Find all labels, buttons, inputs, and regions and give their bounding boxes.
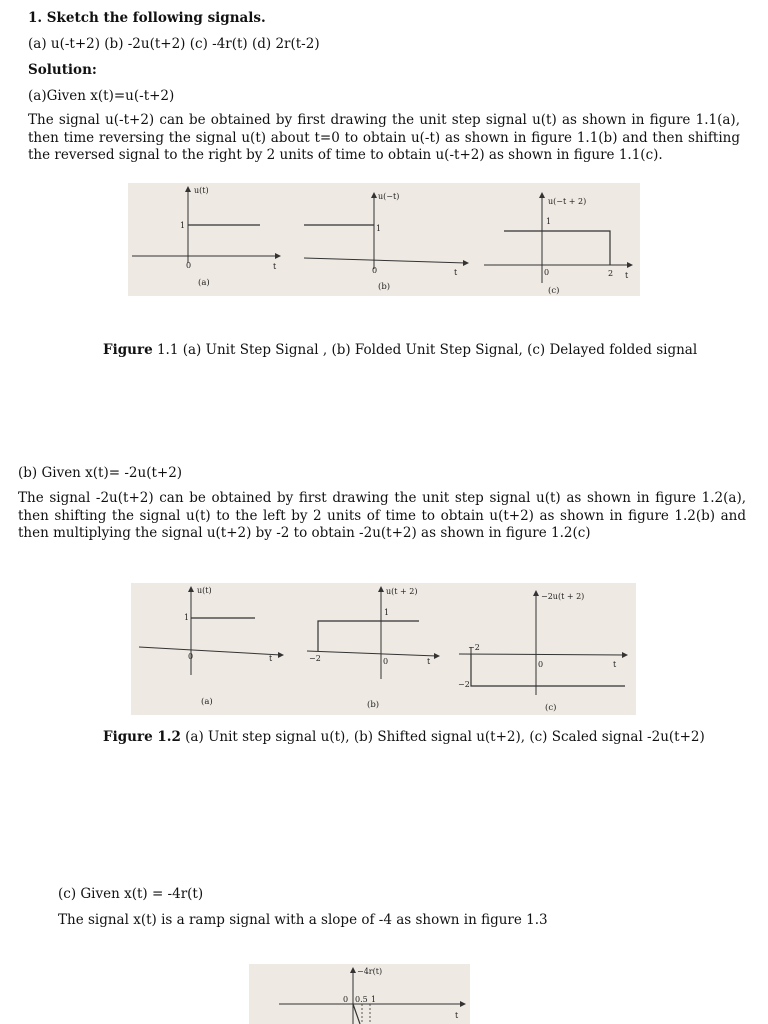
fig11a-sub-label: (a): [198, 278, 210, 288]
part-c-text: The signal x(t) is a ramp signal with a slope of -4 as shown in figure 1.3: [58, 912, 548, 928]
fig12a-one-label: 1: [184, 613, 190, 622]
fig12-panel-b: [307, 586, 440, 710]
fig11b-zero-label: 0: [372, 266, 378, 275]
fig12a-sub-label: (a): [201, 697, 213, 707]
fig11b-func-label: u(−t): [378, 192, 400, 201]
fig11b-t-label: t: [454, 268, 458, 277]
fig13-one-label: 1: [371, 995, 377, 1004]
fig11b-sub-label: (b): [378, 282, 391, 292]
figure-1-2-caption-text: (a) Unit step signal u(t), (b) Shifted signal u(t+2), (c) Scaled signal -2u(t+2): [180, 729, 705, 745]
figure-1-2-caption-bold: Figure 1.2: [103, 729, 181, 745]
part-a-given: (a)Given x(t)=u(-t+2): [28, 88, 175, 104]
problem-title: 1. Sketch the following signals.: [28, 10, 266, 26]
fig12a-zero-label: 0: [188, 652, 194, 661]
figure-1-1-caption: [103, 342, 697, 359]
fig12c-func-label: −2u(t + 2): [541, 592, 585, 601]
fig12-panel-a: [139, 586, 284, 707]
fig12b-one-label: 1: [384, 608, 390, 617]
fig12b-neg2-label: −2: [309, 654, 321, 663]
fig12b-sub-label: (b): [367, 700, 380, 710]
fig12a-t-label: t: [269, 654, 273, 663]
fig11a-t-label: t: [273, 262, 277, 271]
problem-parts: (a) u(-t+2) (b) -2u(t+2) (c) -4r(t) (d) 2r(t-2): [28, 36, 320, 52]
figure-1-1-caption-text: 1.1 (a) Unit Step Signal , (b) Folded Unit Step Signal, (c) Delayed folded signal: [152, 342, 698, 358]
fig12c-sub-label: (c): [545, 703, 557, 713]
fig12c-t-label: t: [613, 660, 617, 669]
fig11c-one-label: 1: [546, 217, 552, 226]
fig11b-one-label: 1: [376, 224, 382, 233]
part-b-text: The signal -2u(t+2) can be obtained by first drawing the unit step signal u(t) as shown in figure 1.2(a), then shifting the signal u(t) to the left by 2 units of time to obtain u(t+2) as shown in figure 1.2(b) and then multiplying the signal u(t+2) by -2 to obtain -2u(t+2) as shown in figure 1.2(c): [18, 490, 746, 541]
figure-1-3: [249, 964, 470, 1024]
fig11-panel-b: [304, 192, 469, 292]
solution-label: Solution:: [28, 62, 97, 78]
fig12c-neg2y-label: −2: [458, 680, 470, 689]
fig11-panel-a: [132, 186, 281, 288]
fig13-zero-label: 0: [343, 995, 349, 1004]
fig11a-func-label: u(t): [194, 186, 209, 195]
fig11c-two-label: 2: [608, 269, 614, 278]
fig11a-zero-label: 0: [186, 261, 192, 270]
fig13-func-label: −4r(t): [357, 967, 383, 976]
fig11-panel-c: [484, 192, 633, 296]
fig11c-t-label: t: [625, 271, 629, 280]
part-a-text: The signal u(-t+2) can be obtained by first drawing the unit step signal u(t) as shown in figure 1.1(a), then time reversing the signal u(t) about t=0 to obtain u(-t) as shown in figure 1.1(b) and then shifting the reversed signal to the right by 2 units of time to obtain u(-t+2) as shown in figure 1.1(c).: [28, 112, 740, 163]
fig12-panel-c: [458, 590, 628, 713]
fig12c-neg2x-label: −2: [468, 643, 480, 652]
fig11c-func-label: u(−t + 2): [548, 197, 587, 206]
fig12a-func-label: u(t): [197, 586, 212, 595]
figure-1-1-caption-bold: Figure: [103, 342, 153, 358]
fig13-half-label: 0.5: [355, 995, 368, 1004]
fig12c-zero-label: 0: [538, 660, 544, 669]
figure-1-1: [128, 183, 640, 296]
fig13-t-label: t: [455, 1011, 459, 1020]
fig12b-t-label: t: [427, 657, 431, 666]
part-b-given: (b) Given x(t)= -2u(t+2): [18, 465, 183, 481]
part-c-given: (c) Given x(t) = -4r(t): [58, 886, 204, 902]
fig11a-one-label: 1: [180, 221, 186, 230]
figure-1-2: [131, 583, 636, 715]
fig12b-zero-label: 0: [383, 657, 389, 666]
fig11c-sub-label: (c): [548, 286, 560, 296]
fig11c-zero-label: 0: [544, 268, 550, 277]
fig12b-func-label: u(t + 2): [386, 587, 418, 596]
figure-1-2-caption: [103, 729, 705, 746]
